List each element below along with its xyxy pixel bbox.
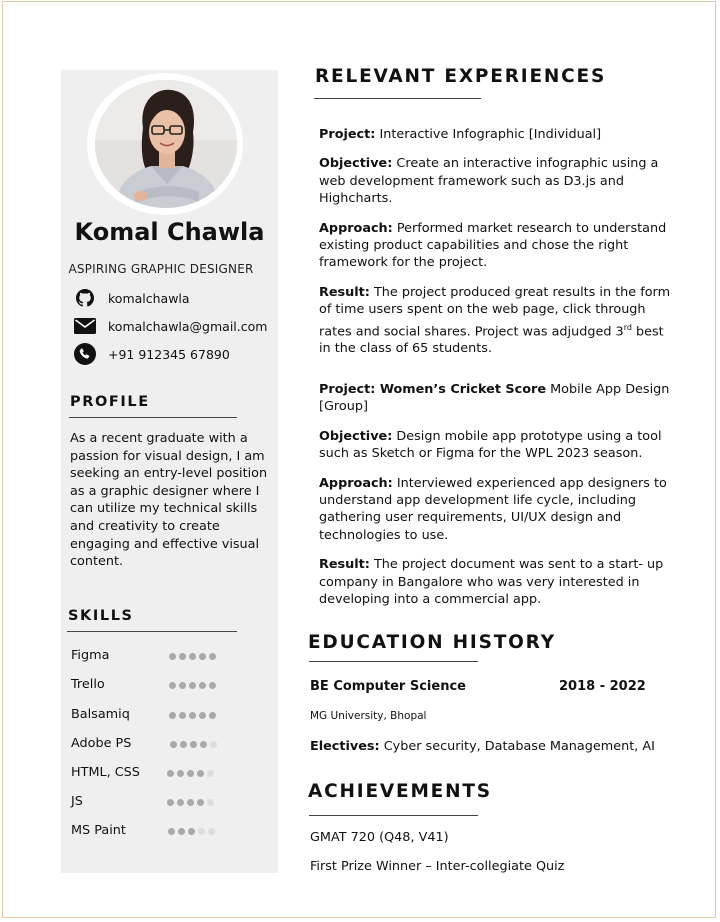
- skill-row: [70, 707, 260, 725]
- contact-github-text: komalchawla: [108, 290, 190, 306]
- rating-dot-filled: [179, 682, 186, 689]
- skill-rating: [169, 682, 216, 689]
- rating-dot-empty: [210, 741, 217, 748]
- rating-dot-filled: [209, 682, 216, 689]
- project-2-approach: Approach: Interviewed experienced app designers to understand app development life cycle, including gathering user requirements, UI/UX design and technologies to use.: [319, 475, 667, 543]
- rating-dot-filled: [188, 828, 195, 835]
- skill-name: MS Paint: [71, 823, 126, 838]
- rating-dot-filled: [177, 799, 184, 806]
- skill-name: HTML, CSS: [71, 765, 140, 780]
- achievements-heading: ACHIEVEMENTS: [308, 781, 492, 802]
- skills-divider: [67, 631, 237, 632]
- education-years: 2018 - 2022: [559, 679, 646, 694]
- experience-divider: [314, 98, 481, 99]
- project-1-approach: Approach: Performed market research to understand existing product capabilities and chose the right framework for the project.: [319, 220, 667, 271]
- avatar: [95, 80, 237, 208]
- rating-dot-filled: [167, 799, 174, 806]
- project-2-objective: Objective: Design mobile app prototype using a tool such as Sketch or Figma for the WPL 2023 season.: [319, 428, 662, 462]
- github-icon: [74, 287, 96, 309]
- rating-dot-filled: [167, 770, 174, 777]
- achievement-item: GMAT 720 (Q48, V41): [310, 830, 449, 845]
- skill-row: [70, 823, 260, 841]
- project-1-objective: Objective: Create an interactive infographic using a web development framework such as D3.js and Highcharts.: [319, 156, 659, 207]
- contact-email-text: komalchawla@gmail.com: [108, 318, 268, 334]
- rating-dot-filled: [179, 653, 186, 660]
- contact-phone[interactable]: [74, 343, 230, 365]
- rating-dot-filled: [178, 828, 185, 835]
- rating-dot-filled: [168, 828, 175, 835]
- profile-heading: PROFILE: [70, 394, 150, 410]
- rating-dot-filled: [177, 770, 184, 777]
- skill-row: [70, 736, 260, 754]
- skill-name: Figma: [71, 648, 110, 663]
- avatar-photo: [95, 80, 237, 208]
- contact-phone-text: +91 912345 67890: [108, 346, 230, 362]
- rating-dot-filled: [189, 653, 196, 660]
- education-divider: [309, 661, 478, 662]
- skill-rating: [167, 799, 214, 806]
- rating-dot-filled: [209, 653, 216, 660]
- skill-name: JS: [71, 794, 83, 809]
- mail-icon: [74, 315, 96, 337]
- person-name: Komal Chawla: [74, 218, 265, 246]
- rating-dot-filled: [170, 741, 177, 748]
- education-heading: EDUCATION HISTORY: [308, 632, 556, 653]
- rating-dot-filled: [189, 682, 196, 689]
- skill-row: [70, 648, 260, 666]
- skill-rating: [168, 828, 215, 835]
- skill-rating: [167, 770, 214, 777]
- rating-dot-filled: [169, 653, 176, 660]
- rating-dot-filled: [179, 712, 186, 719]
- skill-name: Balsamiq: [71, 707, 130, 722]
- rating-dot-empty: [198, 828, 205, 835]
- rating-dot-empty: [207, 799, 214, 806]
- rating-dot-filled: [180, 741, 187, 748]
- skill-rating: [170, 741, 217, 748]
- rating-dot-filled: [169, 712, 176, 719]
- skills-heading: SKILLS: [68, 608, 134, 624]
- rating-dot-empty: [208, 828, 215, 835]
- rating-dot-filled: [199, 682, 206, 689]
- rating-dot-filled: [197, 799, 204, 806]
- education-university: MG University, Bhopal: [310, 710, 427, 722]
- education-electives: Electives: Cyber security, Database Management, AI: [310, 739, 655, 754]
- skill-rating: [169, 712, 216, 719]
- rating-dot-filled: [209, 712, 216, 719]
- contact-github[interactable]: [74, 287, 190, 309]
- achievement-item: First Prize Winner – Inter-collegiate Quiz: [310, 859, 565, 874]
- rating-dot-filled: [190, 741, 197, 748]
- rating-dot-filled: [200, 741, 207, 748]
- project-2-title: Project: Women’s Cricket Score Mobile App Design [Group]: [319, 382, 670, 415]
- skill-row: [70, 765, 260, 783]
- person-title: ASPIRING GRAPHIC DESIGNER: [68, 262, 254, 276]
- project-1: [319, 126, 675, 358]
- rating-dot-filled: [197, 770, 204, 777]
- experience-heading: RELEVANT EXPERIENCES: [315, 66, 607, 87]
- project-1-title: Project: Interactive Infographic [Individual]: [319, 127, 602, 142]
- rating-dot-filled: [199, 712, 206, 719]
- education-degree: BE Computer Science: [310, 679, 466, 694]
- phone-icon: [74, 343, 96, 365]
- profile-divider: [69, 417, 237, 418]
- rating-dot-filled: [199, 653, 206, 660]
- rating-dot-filled: [187, 770, 194, 777]
- rating-dot-filled: [187, 799, 194, 806]
- profile-summary: As a recent graduate with a passion for visual design, I am seeking an entry-level position as a graphic designer where I can utilize my technical skills and creativity to create engaging and effective visual content.: [70, 431, 268, 570]
- rating-dot-filled: [169, 682, 176, 689]
- skill-row: [70, 677, 260, 695]
- skill-name: Trello: [71, 677, 105, 692]
- skill-name: Adobe PS: [71, 736, 132, 751]
- project-2-result: Result: The project document was sent to a start- up company in Bangalore who was very interested in developing into a commercial app.: [319, 557, 664, 607]
- rating-dot-filled: [189, 712, 196, 719]
- project-2: [319, 381, 675, 607]
- project-1-result: Result: The project produced great results in the form of time users spent on the web page, click through rates and social shares. Project was adjudged 3rd best in the class of 65 students.: [319, 284, 671, 357]
- skill-row: [70, 794, 260, 812]
- achievements-divider: [309, 815, 478, 816]
- contact-email[interactable]: [74, 315, 267, 337]
- skill-rating: [169, 653, 216, 660]
- rating-dot-empty: [207, 770, 214, 777]
